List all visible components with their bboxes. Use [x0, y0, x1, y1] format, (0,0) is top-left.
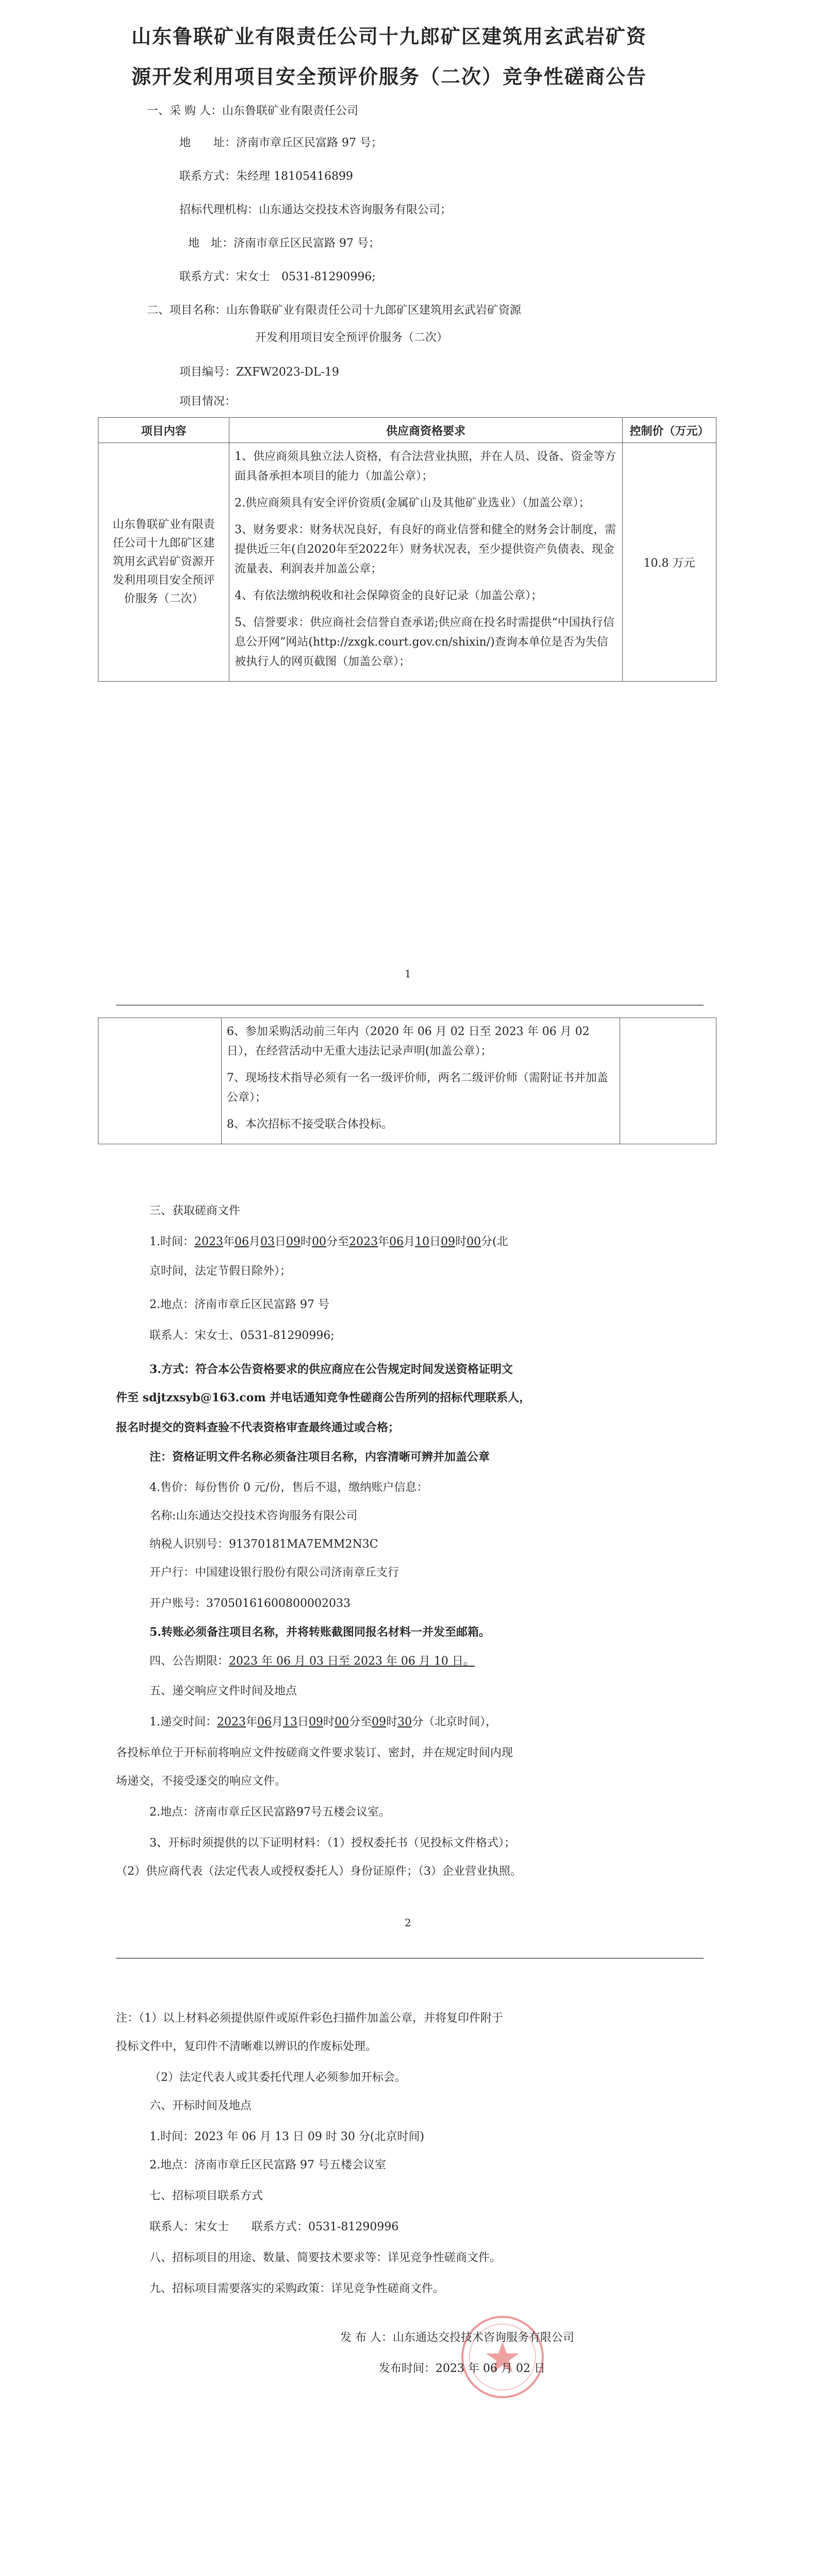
price-cell-cont — [620, 1018, 716, 1144]
project-name-cont: 开发利用项目安全预评价服务（二次） — [255, 331, 448, 344]
table-row — [98, 1018, 716, 1144]
header-price: 控制价（万元） — [623, 418, 716, 443]
agent: 招标代理机构：山东通达交投技术咨询服务有限公司； — [179, 204, 452, 216]
purchaser-contact: 联系方式：朱经理 18105416899 — [179, 170, 353, 183]
s6-heading: 六、开标时间及地点 — [149, 2099, 252, 2112]
s3-method-1: 3.方式：符合本公告资格要求的供应商应在公告规定时间发送资格证明文 — [149, 1363, 513, 1376]
s3-acct-name: 名称:山东通达交投技术咨询服务有限公司 — [149, 1510, 358, 1522]
s5-materials-2: （2）供应商代表（法定代表人或授权委托人）身份证原件；（3）企业营业执照。 — [116, 1865, 522, 1878]
req-5: 5、信誉要求：供应商社会信誉自查承诺;供应商在投名时需提供“中国执行信息公开网”网站(http://zxgk.court.gov.cn/shixin/)查询本单位是否为失信被执行人的网页截图（加盖公章）； — [235, 616, 614, 668]
s3-time: 1.时间：2023年06月03日09时00分至2023年06月10日09时00分(北 — [149, 1235, 508, 1248]
req-7: 7、现场技术指导必须有一名一级评价师，两名二级评价师（需附证书并加盖公章）； — [226, 1072, 608, 1104]
req-1: 1、供应商须具独立法人资格，有合法营业执照，并在人员、设备、资金等方面具备承担本项目的能力（加盖公章）； — [235, 450, 616, 483]
page-2 — [0, 1018, 818, 1999]
req-4: 4、有依法缴纳税收和社会保障资金的良好记录（加盖公章）； — [235, 589, 543, 602]
agent-address: 地 址：济南市章丘区民富路 97 号； — [188, 237, 380, 250]
s3-time-cont: 京时间，法定节假日除外）； — [149, 1265, 292, 1278]
s7-contact: 联系人：宋女士 联系方式：0531-81290996 — [149, 2221, 399, 2233]
page-divider — [116, 1005, 704, 1006]
s3-transfer-note: 5.转账必须备注项目名称，并将转账截图同报名材料一并发至邮箱。 — [149, 1625, 490, 1639]
req-3: 3、财务要求：财务状况良好，有良好的商业信誉和健全的财务会计制度，需提供近三年(自2020年至2022年）财务状况表，至少提供资产负债表、现金流量表、利润表并加盖公章； — [235, 523, 616, 575]
s5-materials-1: 3、开标时须提供的以下证明材料：（1）授权委托书（见投标文件格式）； — [149, 1837, 515, 1850]
table-row — [98, 443, 716, 682]
requirements-cell-cont — [221, 1018, 620, 1144]
s5-desc-1: 各投标单位于开标前将响应文件按磋商文件要求装订、密封，并在规定时间内现 — [116, 1747, 513, 1759]
page-number-2: 2 — [405, 1917, 411, 1929]
s3-contact: 联系人：宋女士、0531-81290996; — [149, 1329, 335, 1342]
s7-heading: 七、招标项目联系方式 — [149, 2190, 263, 2202]
s9-text: 九、招标项目需要落实的采购政策：详见竞争性磋商文件。 — [149, 2282, 445, 2295]
p3-note-2: 投标文件中，复印件不清晰难以辨识的作废标处理。 — [116, 2040, 377, 2053]
requirements-cell — [229, 443, 623, 682]
s5-place: 2.地点：济南市章丘区民富路97号五楼会议室。 — [149, 1806, 390, 1819]
title-line-1: 山东鲁联矿业有限责任公司十九郎矿区建筑用玄武岩矿资 — [131, 25, 647, 48]
project-cell: 山东鲁联矿业有限责任公司十九郎矿区建筑用玄武岩矿资源开发利用项目安全预评价服务（二次） — [98, 443, 229, 682]
s6-time: 1.时间：2023 年 06 月 13 日 09 时 30 分(北京时间) — [149, 2130, 425, 2143]
requirements-table-cont — [98, 1018, 716, 1144]
req-6: 6、参加采购活动前三年内（2020 年 06 月 02 日至 2023 年 06 月 02 日），在经营活动中无重大违法记录声明(加盖公章）； — [226, 1025, 590, 1058]
company-seal — [459, 2313, 546, 2401]
header-requirements: 供应商资格要求 — [229, 418, 623, 443]
publish-time: 发布时间：2023 年 06 月 02 日 — [379, 2362, 545, 2375]
req-8: 8、本次招标不接受联合体投标。 — [226, 1118, 393, 1131]
s3-acct-no: 开户账号：37050161600800002033 — [149, 1597, 350, 1610]
purchaser-address: 地 址：济南市章丘区民富路 97 号； — [179, 137, 382, 149]
s3-method-3: 报名时提交的资料查验不代表资格审查最终通过或合格； — [116, 1421, 400, 1434]
project-overview: 项目情况： — [179, 395, 237, 408]
agent-contact: 联系方式：宋女士 0531-81290996; — [179, 270, 376, 283]
s3-note: 注：资格证明文件名称必须备注项目名称，内容清晰可辨并加盖公章 — [149, 1450, 490, 1464]
s3-tax-id: 纳税人识别号：91370181MA7EMM2N3C — [149, 1538, 378, 1551]
title-line-2: 源开发利用项目安全预评价服务（二次）竞争性磋商公告 — [131, 65, 647, 88]
req-2: 2.供应商须具有安全评价资质(金属矿山及其他矿业选业）（加盖公章）； — [235, 497, 590, 510]
s3-price: 4.售价：每份售价 0 元/份，售后不退，缴纳账户信息： — [149, 1481, 428, 1494]
page-divider — [116, 1958, 704, 1959]
price-cell: 10.8 万元 — [623, 443, 716, 682]
publisher: 发 布 人：山东通达交投技术咨询服务有限公司 — [340, 2331, 574, 2344]
s3-method-2: 件至 sdjtzxsyb@163.com 并电话通知竞争性磋商公告所列的招标代理联系人， — [116, 1391, 531, 1404]
s5-time: 1.递交时间：2023年06月13日09时00分至09时30分（北京时间）， — [149, 1716, 497, 1728]
s4-period: 四、公告期限：2023 年 06 月 03 日至 2023 年 06 月 10 日。 — [149, 1655, 475, 1668]
p3-note-3: （2）法定代表人或其委托代理人必须参加开标会。 — [149, 2071, 406, 2084]
purchaser: 一、采 购 人：山东鲁联矿业有限责任公司 — [147, 105, 358, 117]
project-name-label: 二、项目名称：山东鲁联矿业有限责任公司十九郎矿区建筑用玄武岩矿资源 — [147, 304, 522, 317]
s5-heading: 五、递交响应文件时间及地点 — [149, 1685, 297, 1698]
requirements-table — [98, 417, 716, 682]
header-project: 项目内容 — [98, 418, 229, 443]
table-header-row — [98, 418, 716, 443]
s3-bank: 开户行：中国建设银行股份有限公司济南章丘支行 — [149, 1566, 399, 1579]
project-cell-cont — [98, 1018, 222, 1144]
s3-place: 2.地点：济南市章丘区民富路 97 号 — [149, 1298, 329, 1311]
page-3 — [0, 1973, 818, 2576]
s8-text: 八、招标项目的用途、数量、简要技术要求等：详见竞争性磋商文件。 — [149, 2251, 502, 2264]
page-number-1: 1 — [405, 968, 411, 980]
s6-place: 2.地点：济南市章丘区民富路 97 号五楼会议室 — [149, 2159, 386, 2172]
p3-note-1: 注：（1）以上材料必须提供原件或原件彩色扫描件加盖公章，并将复印件附于 — [116, 2012, 503, 2025]
project-number: 项目编号：ZXFW2023-DL-19 — [179, 366, 339, 379]
s5-desc-2: 场递交，不接受逐交的响应文件。 — [116, 1775, 287, 1788]
page-1 — [0, 0, 818, 981]
s3-heading: 三、获取磋商文件 — [149, 1205, 241, 1217]
